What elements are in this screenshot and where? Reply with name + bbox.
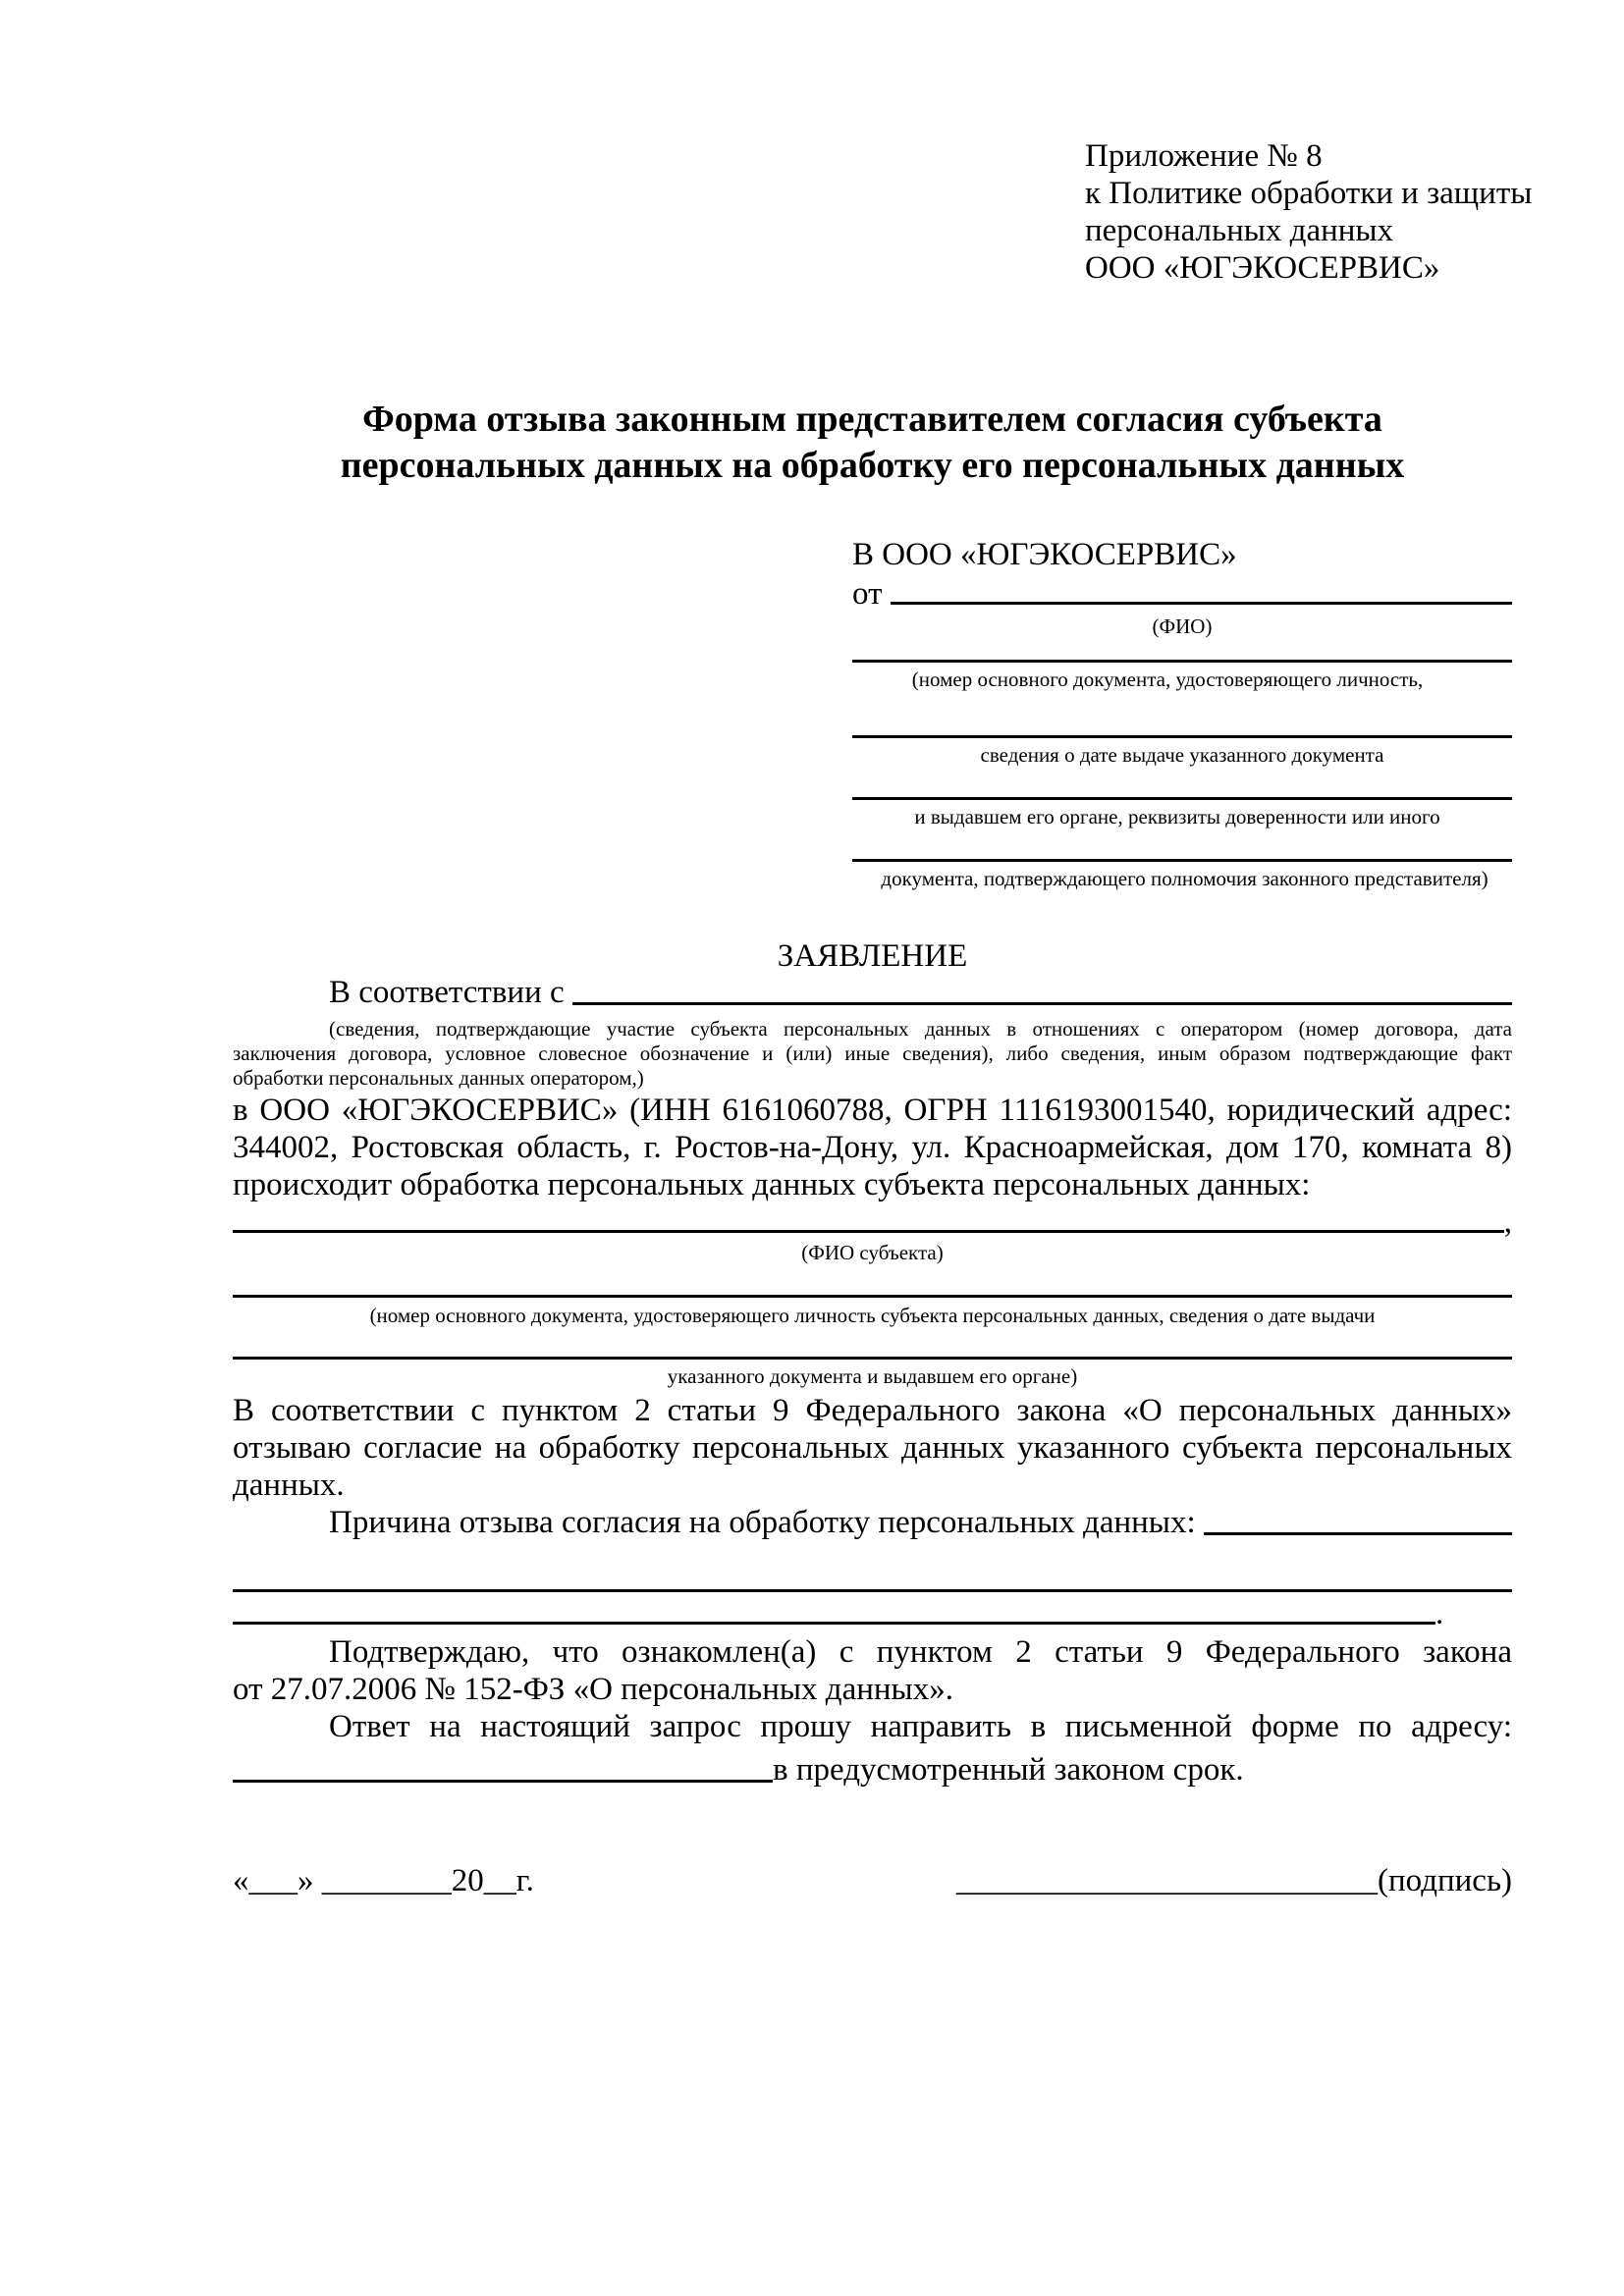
subject-fio-row	[233, 1203, 1512, 1240]
subject-doc-issuer-blank-line	[233, 1330, 1512, 1360]
subject-doc-issuer-row	[233, 1330, 1512, 1360]
confirm-paragraph-line: от 27.07.2006 № 152-ФЗ «О персональных данных».	[233, 1672, 953, 1707]
subject-doc-blank-line	[233, 1268, 1512, 1298]
operator-paragraph	[233, 1092, 1512, 1203]
doc-issuer-blank-line	[852, 797, 1512, 800]
subject-doc-row	[233, 1268, 1512, 1298]
reply-address-row	[233, 1751, 1512, 1788]
operator-paragraph-line: 344002, Ростовская область, г. Ростов-на-Дону, ул. Красноармейская, дом 170, комната 8)	[233, 1130, 1512, 1165]
authority-doc-caption: документа, подтверждающего полномочия законного представителя)	[881, 867, 1489, 890]
appendix-header-line: персональных данных	[1085, 213, 1394, 248]
document-title-line: персональных данных на обработку его персональных данных	[340, 445, 1405, 486]
doc-number-blank-line	[852, 660, 1512, 663]
reason-period: .	[1435, 1596, 1444, 1631]
reason-label: Причина отзыва согласия на обработку персональных данных:	[329, 1505, 1204, 1540]
confirm-paragraph-line: Подтверждаю, что ознакомлен(а) с пунктом 2 статьи 9 Федерального закона	[329, 1634, 1512, 1670]
reason-blank-line	[1204, 1504, 1512, 1535]
appendix-header-line: к Политике обработки и защиты	[1085, 176, 1533, 211]
doc-issue-date-blank-line	[852, 735, 1512, 738]
signature-area	[956, 1862, 1512, 1899]
subject-fio-caption: (ФИО субъекта)	[801, 1241, 944, 1264]
addressee-company: В ООО «ЮГЭКОСЕРВИС»	[852, 537, 1237, 572]
accordance-caption-line: обработки персональных данных оператором,)	[233, 1066, 644, 1090]
from-row	[852, 575, 1512, 612]
addressee-block	[852, 536, 1512, 929]
document-title-line: Форма отзыва законным представителем согласия субъекта	[362, 399, 1382, 440]
from-label: от	[852, 576, 891, 612]
in-accordance-label: В соответствии с	[329, 975, 572, 1010]
reason-blank-line-3	[233, 1595, 1435, 1625]
in-accordance-row	[233, 974, 1512, 1010]
reply-paragraph	[233, 1708, 1512, 1788]
reason-blank-row-1	[233, 1563, 1512, 1592]
confirm-paragraph	[233, 1633, 1512, 1708]
appendix-header-line: Приложение № 8	[1085, 138, 1323, 174]
signature-blank-line: __________________________	[956, 1863, 1378, 1898]
from-fio-blank-line	[891, 575, 1512, 605]
reason-row	[233, 1504, 1512, 1540]
subject-doc-caption: (номер основного документа, удостоверяющего личность субъекта персональных данных, сведения о дате выдачи	[369, 1304, 1376, 1327]
accordance-caption-line: заключения договора, условное словесное обозначение и (или) иные сведения), либо сведения, иным образом подтверждающие факт	[233, 1041, 1512, 1065]
doc-issue-date-caption: сведения о дате выдаче указанного документа	[980, 743, 1384, 767]
reason-blank-line-2	[233, 1563, 1512, 1592]
subject-fio-blank-line	[233, 1203, 1504, 1233]
accordance-caption	[233, 1017, 1512, 1091]
reason-blank-row-2	[233, 1595, 1512, 1631]
operator-paragraph-line: в ООО «ЮГЭКОСЕРВИС» (ИНН 6161060788, ОГРН 1116193001540, юридический адрес:	[233, 1093, 1512, 1128]
accordance-caption-line: (сведения, подтверждающие участие субъекта персональных данных в отношениях с оператором (номер договора, дата	[329, 1017, 1512, 1041]
operator-paragraph-line: происходит обработка персональных данных субъекта персональных данных:	[233, 1167, 1311, 1202]
footer-row	[233, 1862, 1512, 1899]
appendix-header-line: ООО «ЮГЭКОСЕРВИС»	[1085, 250, 1440, 286]
doc-issuer-caption: и выдавшем его органе, реквизиты доверенности или иного	[914, 805, 1440, 828]
in-accordance-blank-line	[572, 974, 1512, 1005]
withdraw-paragraph-line: отзываю согласие на обработку персональных данных указанного субъекта персональных	[233, 1430, 1512, 1466]
statement-heading: ЗАЯВЛЕНИЕ	[777, 938, 968, 974]
appendix-header	[1085, 137, 1537, 287]
reply-paragraph-suffix: в предусмотренный законом срок.	[773, 1752, 1244, 1788]
withdraw-paragraph-line: В соответствии с пунктом 2 статьи 9 Федерального закона «О персональных данных»	[233, 1393, 1512, 1428]
reply-address-blank-line	[233, 1751, 773, 1783]
fio-caption: (ФИО)	[1152, 614, 1213, 638]
subject-fio-comma: ,	[1503, 1204, 1512, 1240]
withdraw-paragraph	[233, 1392, 1512, 1504]
signature-caption: (подпись)	[1378, 1863, 1512, 1898]
subject-doc-issuer-caption: указанного документа и выдавшем его органе)	[667, 1364, 1078, 1388]
reply-paragraph-line: Ответ на настоящий запрос прошу направить в письменной форме по адресу:	[329, 1709, 1512, 1744]
withdraw-paragraph-line: данных.	[233, 1468, 345, 1503]
date-blank: «___» ________20__г.	[233, 1863, 534, 1898]
document-title	[233, 397, 1512, 489]
doc-number-caption: (номер основного документа, удостоверяющего личность,	[911, 667, 1424, 691]
authority-doc-blank-line	[852, 859, 1512, 862]
